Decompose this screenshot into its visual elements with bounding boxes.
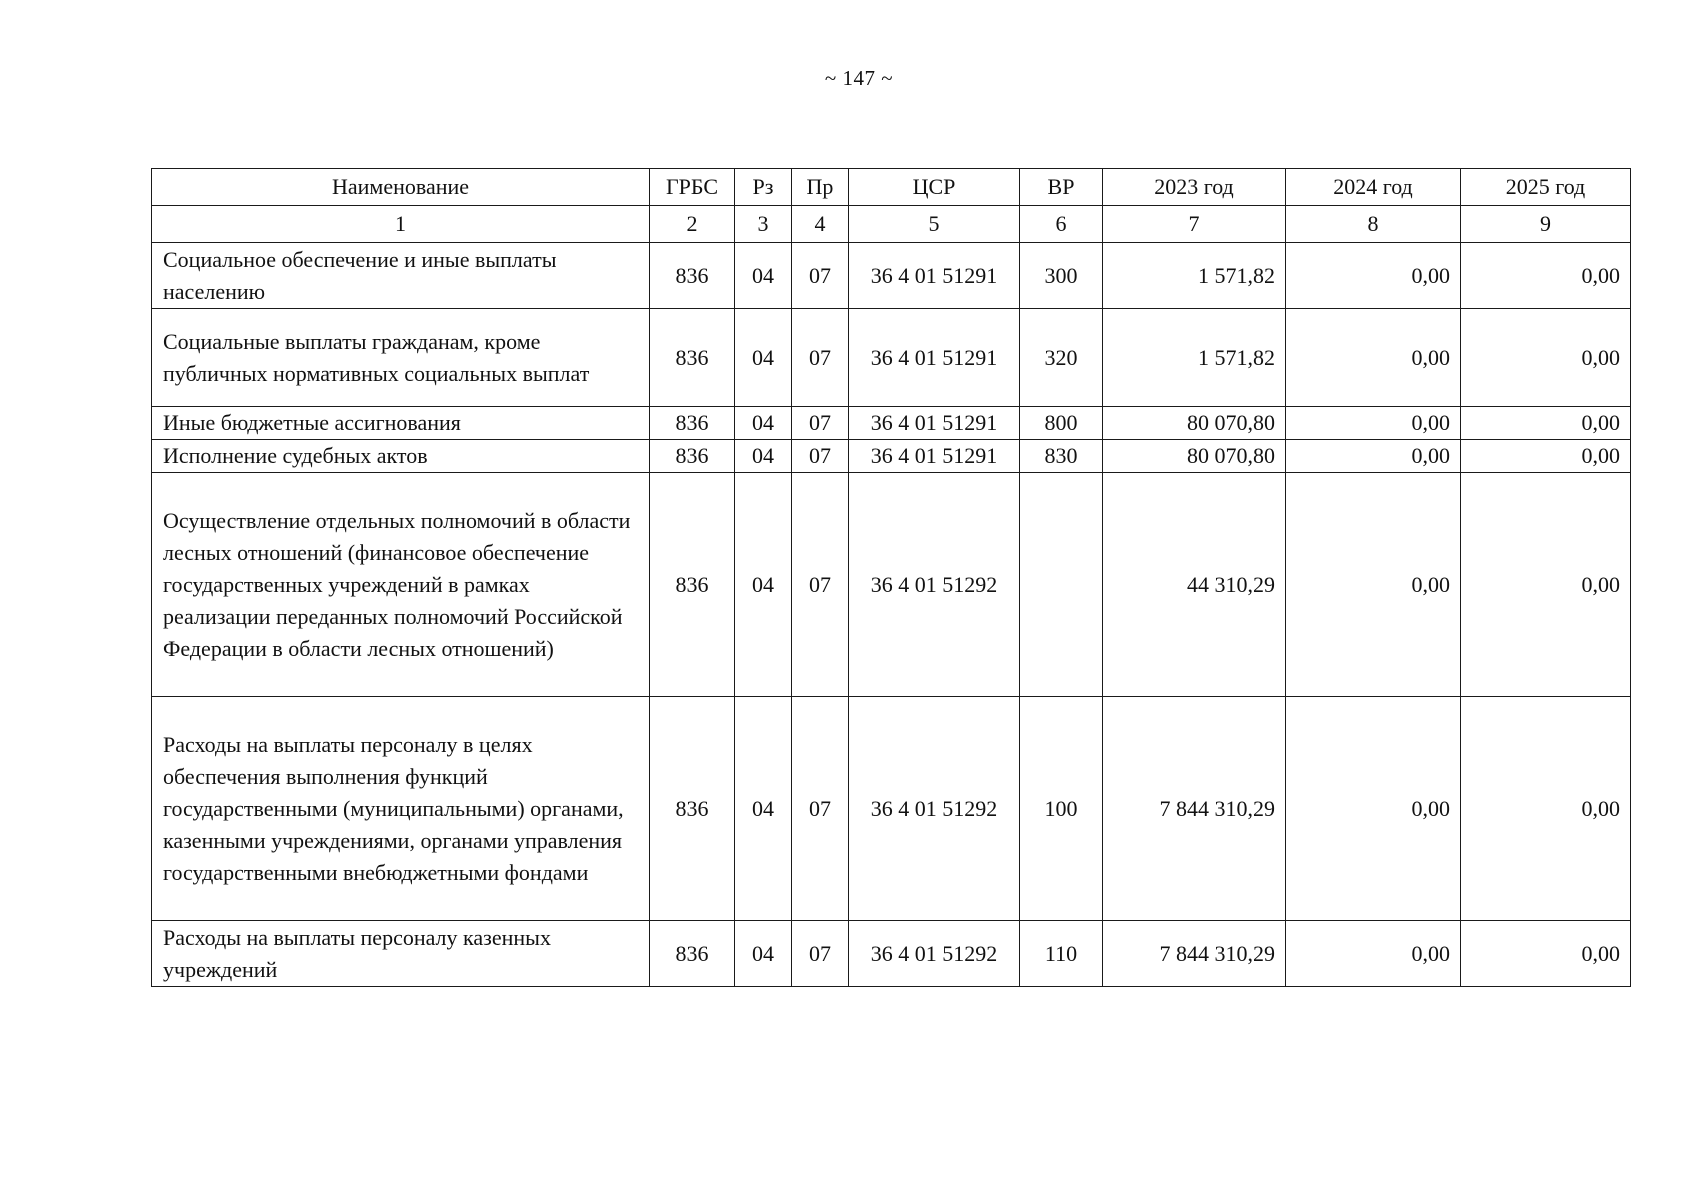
row-pr: 07	[792, 243, 849, 309]
row-amount-2025: 0,00	[1461, 407, 1631, 440]
row-grbs: 836	[650, 473, 735, 697]
row-csr: 36 4 01 51292	[849, 697, 1020, 921]
column-number-row	[152, 206, 1631, 243]
row-amount-2024: 0,00	[1286, 697, 1461, 921]
row-amount-2025: 0,00	[1461, 440, 1631, 473]
column-number: 6	[1020, 206, 1103, 243]
row-amount-2024: 0,00	[1286, 440, 1461, 473]
column-number: 9	[1461, 206, 1631, 243]
header-row	[152, 169, 1631, 206]
row-amount-2024: 0,00	[1286, 921, 1461, 987]
row-vr	[1020, 473, 1103, 697]
table-row	[152, 921, 1631, 987]
row-amount-2025: 0,00	[1461, 243, 1631, 309]
header-name: Наименование	[152, 169, 650, 206]
row-amount-2024: 0,00	[1286, 243, 1461, 309]
row-csr: 36 4 01 51292	[849, 921, 1020, 987]
row-amount-2023: 1 571,82	[1103, 309, 1286, 407]
row-amount-2024: 0,00	[1286, 473, 1461, 697]
header-rz: Рз	[735, 169, 792, 206]
header-pr: Пр	[792, 169, 849, 206]
row-amount-2023: 80 070,80	[1103, 440, 1286, 473]
row-rz: 04	[735, 309, 792, 407]
row-amount-2023: 7 844 310,29	[1103, 697, 1286, 921]
row-pr: 07	[792, 473, 849, 697]
table-row	[152, 697, 1631, 921]
column-number: 3	[735, 206, 792, 243]
row-rz: 04	[735, 243, 792, 309]
row-pr: 07	[792, 407, 849, 440]
row-amount-2023: 44 310,29	[1103, 473, 1286, 697]
row-amount-2025: 0,00	[1461, 309, 1631, 407]
row-amount-2024: 0,00	[1286, 309, 1461, 407]
row-pr: 07	[792, 309, 849, 407]
header-2023: 2023 год	[1103, 169, 1286, 206]
header-vr: ВР	[1020, 169, 1103, 206]
row-rz: 04	[735, 473, 792, 697]
header-2024: 2024 год	[1286, 169, 1461, 206]
column-number: 8	[1286, 206, 1461, 243]
row-pr: 07	[792, 440, 849, 473]
row-name: Расходы на выплаты персоналу в целях обеспечения выполнения функций государственными (муниципальными) органами, казенными учреждениями, органами управления государственными внебюджетными фондами	[152, 697, 650, 921]
row-grbs: 836	[650, 309, 735, 407]
row-vr: 800	[1020, 407, 1103, 440]
row-name: Расходы на выплаты персоналу казенных учреждений	[152, 921, 650, 987]
header-grbs: ГРБС	[650, 169, 735, 206]
row-amount-2023: 7 844 310,29	[1103, 921, 1286, 987]
column-number: 7	[1103, 206, 1286, 243]
row-grbs: 836	[650, 407, 735, 440]
row-csr: 36 4 01 51291	[849, 309, 1020, 407]
row-amount-2025: 0,00	[1461, 697, 1631, 921]
page-number: ~ 147 ~	[824, 66, 894, 90]
header-2025: 2025 год	[1461, 169, 1631, 206]
row-name: Осуществление отдельных полномочий в области лесных отношений (финансовое обеспечение государственных учреждений в рамках реализации переданных полномочий Российской Федерации в области лесных отношений)	[152, 473, 650, 697]
row-pr: 07	[792, 921, 849, 987]
row-name: Социальное обеспечение и иные выплаты населению	[152, 243, 650, 309]
row-amount-2023: 80 070,80	[1103, 407, 1286, 440]
row-grbs: 836	[650, 697, 735, 921]
row-grbs: 836	[650, 243, 735, 309]
row-amount-2025: 0,00	[1461, 473, 1631, 697]
row-name: Социальные выплаты гражданам, кроме публичных нормативных социальных выплат	[152, 309, 650, 407]
column-number: 2	[650, 206, 735, 243]
row-csr: 36 4 01 51291	[849, 407, 1020, 440]
table-row	[152, 309, 1631, 407]
row-csr: 36 4 01 51291	[849, 440, 1020, 473]
row-vr: 320	[1020, 309, 1103, 407]
row-csr: 36 4 01 51291	[849, 243, 1020, 309]
row-name: Исполнение судебных актов	[152, 440, 650, 473]
row-vr: 100	[1020, 697, 1103, 921]
row-rz: 04	[735, 407, 792, 440]
row-amount-2024: 0,00	[1286, 407, 1461, 440]
column-number: 4	[792, 206, 849, 243]
table-row	[152, 440, 1631, 473]
table-row	[152, 243, 1631, 309]
row-pr: 07	[792, 697, 849, 921]
row-vr: 830	[1020, 440, 1103, 473]
row-grbs: 836	[650, 440, 735, 473]
row-grbs: 836	[650, 921, 735, 987]
header-csr: ЦСР	[849, 169, 1020, 206]
table-row	[152, 473, 1631, 697]
row-csr: 36 4 01 51292	[849, 473, 1020, 697]
row-vr: 300	[1020, 243, 1103, 309]
column-number: 1	[152, 206, 650, 243]
budget-table	[151, 168, 1631, 987]
column-number: 5	[849, 206, 1020, 243]
row-rz: 04	[735, 697, 792, 921]
row-amount-2023: 1 571,82	[1103, 243, 1286, 309]
row-rz: 04	[735, 921, 792, 987]
row-vr: 110	[1020, 921, 1103, 987]
row-amount-2025: 0,00	[1461, 921, 1631, 987]
row-name: Иные бюджетные ассигнования	[152, 407, 650, 440]
table-row	[152, 407, 1631, 440]
row-rz: 04	[735, 440, 792, 473]
